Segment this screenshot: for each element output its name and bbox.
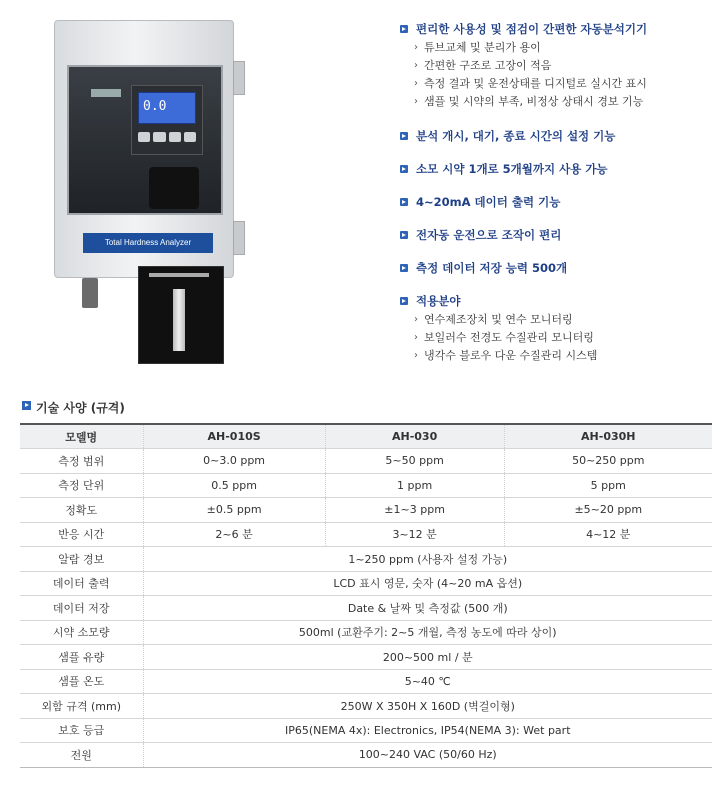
feature-heading-text: 소모 시약 1개로 5개월까지 사용 가능 xyxy=(416,162,608,176)
feature-subitem-text: 측정 결과 및 운전상태를 디지털로 실시간 표시 xyxy=(424,77,647,90)
row-label: 측정 범위 xyxy=(20,449,143,474)
table-row xyxy=(20,522,712,547)
feature-subitem xyxy=(400,75,720,93)
table-cell: 1 ppm xyxy=(325,473,504,498)
header-model-label: 모델명 xyxy=(20,424,143,449)
pipe-fitting xyxy=(82,278,98,308)
feature-subitem xyxy=(400,57,720,75)
control-panel xyxy=(131,85,203,155)
table-cell: 1~250 ppm (사용자 설정 가능) xyxy=(143,547,712,572)
feature-item xyxy=(400,228,720,242)
feature-subitem-text: 냉각수 블로우 다운 수질관리 시스템 xyxy=(424,349,598,362)
feature-heading-text: 측정 데이터 저장 능력 500개 xyxy=(416,261,568,275)
table-row xyxy=(20,449,712,474)
arrow-icon: › xyxy=(414,314,418,325)
feature-subitem xyxy=(400,347,720,365)
table-cell: 200~500 ml / 분 xyxy=(143,645,712,670)
header-model-name: AH-030 xyxy=(325,424,504,449)
feature-heading xyxy=(400,162,720,176)
arrow-icon: › xyxy=(414,332,418,343)
table-cell: 500ml (교환주기: 2~5 개월, 측정 농도에 따라 상이) xyxy=(143,620,712,645)
feature-heading-text: 분석 개시, 대기, 종료 시간의 설정 기능 xyxy=(416,129,616,143)
feature-subitem xyxy=(400,39,720,57)
flow-meter-title xyxy=(149,273,209,277)
header-model-name: AH-010S xyxy=(143,424,325,449)
table-cell: Date & 날짜 및 측정값 (500 개) xyxy=(143,596,712,621)
feature-subitem-text: 간편한 구조로 고장이 적음 xyxy=(424,59,552,72)
row-label: 시약 소모량 xyxy=(20,620,143,645)
reagent-bottle xyxy=(149,167,199,209)
row-label: 반응 시간 xyxy=(20,522,143,547)
hinge xyxy=(233,221,245,255)
row-label: 보호 등급 xyxy=(20,718,143,743)
bullet-icon xyxy=(400,25,408,33)
feature-subitem xyxy=(400,329,720,347)
feature-heading xyxy=(400,129,720,143)
arrow-icon: › xyxy=(414,350,418,361)
table-cell: 250W X 350H X 160D (벽걸이형) xyxy=(143,694,712,719)
flow-meter-tube xyxy=(173,289,185,351)
feature-heading xyxy=(400,261,720,275)
table-row xyxy=(20,620,712,645)
feature-item xyxy=(400,294,720,365)
bullet-icon xyxy=(400,132,408,140)
spec-heading-text: 기술 사양 (규격) xyxy=(36,401,125,415)
arrow-icon: › xyxy=(414,78,418,89)
panel-label: Total Hardness Analyzer xyxy=(83,233,213,253)
table-cell: 5~40 ℃ xyxy=(143,669,712,694)
table-row xyxy=(20,473,712,498)
feature-heading xyxy=(400,195,720,209)
table-row xyxy=(20,596,712,621)
brand-logo xyxy=(91,89,121,97)
table-row xyxy=(20,694,712,719)
spec-heading xyxy=(22,399,125,416)
row-label: 샘플 유량 xyxy=(20,645,143,670)
table-cell: 5~50 ppm xyxy=(325,449,504,474)
header-model-name: AH-030H xyxy=(504,424,712,449)
bullet-icon xyxy=(400,297,408,305)
table-cell: 50~250 ppm xyxy=(504,449,712,474)
table-header-row xyxy=(20,424,712,449)
panel-buttons xyxy=(138,132,196,142)
table-row xyxy=(20,498,712,523)
feature-heading-text: 4~20mA 데이터 출력 기능 xyxy=(416,195,561,209)
product-photo xyxy=(46,14,258,366)
hinge xyxy=(233,61,245,95)
table-cell: 5 ppm xyxy=(504,473,712,498)
feature-heading xyxy=(400,228,720,242)
table-cell: ±1~3 ppm xyxy=(325,498,504,523)
feature-heading xyxy=(400,22,720,36)
analyzer-cabinet xyxy=(54,20,234,278)
feature-list xyxy=(400,22,720,365)
feature-heading xyxy=(400,294,720,308)
flow-meter-panel xyxy=(138,266,224,364)
feature-subitem-text: 보일러수 전경도 수질관리 모니터링 xyxy=(424,331,594,344)
table-row xyxy=(20,669,712,694)
table-row xyxy=(20,743,712,768)
feature-item xyxy=(400,129,720,143)
row-label: 샘플 온도 xyxy=(20,669,143,694)
lcd-display: 0.0 xyxy=(138,92,196,124)
feature-subitem-text: 샘플 및 시약의 부족, 비정상 상태시 경보 기능 xyxy=(424,95,644,108)
arrow-icon: › xyxy=(414,42,418,53)
feature-item xyxy=(400,22,720,111)
spec-table xyxy=(20,423,712,768)
feature-heading-text: 전자동 운전으로 조작이 편리 xyxy=(416,228,562,242)
cabinet-window xyxy=(67,65,223,215)
arrow-icon: › xyxy=(414,60,418,71)
row-label: 데이터 출력 xyxy=(20,571,143,596)
row-label: 외함 규격 (mm) xyxy=(20,694,143,719)
bullet-icon xyxy=(400,198,408,206)
row-label: 알람 경보 xyxy=(20,547,143,572)
table-row xyxy=(20,547,712,572)
feature-heading-text: 편리한 사용성 및 점검이 간편한 자동분석기기 xyxy=(416,22,648,36)
table-cell: 0.5 ppm xyxy=(143,473,325,498)
feature-subitem-text: 연수제조장치 및 연수 모니터링 xyxy=(424,313,573,326)
row-label: 측정 단위 xyxy=(20,473,143,498)
row-label: 전원 xyxy=(20,743,143,768)
bullet-icon xyxy=(22,401,31,410)
table-cell: IP65(NEMA 4x): Electronics, IP54(NEMA 3): Wet part xyxy=(143,718,712,743)
feature-subitem xyxy=(400,311,720,329)
table-row xyxy=(20,571,712,596)
table-cell: 3~12 분 xyxy=(325,522,504,547)
bullet-icon xyxy=(400,231,408,239)
feature-heading-text: 적용분야 xyxy=(416,294,461,308)
table-row xyxy=(20,718,712,743)
table-cell: ±5~20 ppm xyxy=(504,498,712,523)
feature-item xyxy=(400,162,720,176)
table-row xyxy=(20,645,712,670)
bullet-icon xyxy=(400,264,408,272)
table-cell: ±0.5 ppm xyxy=(143,498,325,523)
table-cell: LCD 표시 영문, 숫자 (4~20 mA 옵션) xyxy=(143,571,712,596)
arrow-icon: › xyxy=(414,96,418,107)
feature-subitem-text: 튜브교체 및 분리가 용이 xyxy=(424,41,541,54)
feature-subitem xyxy=(400,93,720,111)
table-cell: 0~3.0 ppm xyxy=(143,449,325,474)
table-cell: 100~240 VAC (50/60 Hz) xyxy=(143,743,712,768)
table-cell: 2~6 분 xyxy=(143,522,325,547)
bullet-icon xyxy=(400,165,408,173)
feature-item xyxy=(400,261,720,275)
row-label: 정확도 xyxy=(20,498,143,523)
row-label: 데이터 저장 xyxy=(20,596,143,621)
feature-item xyxy=(400,195,720,209)
table-cell: 4~12 분 xyxy=(504,522,712,547)
